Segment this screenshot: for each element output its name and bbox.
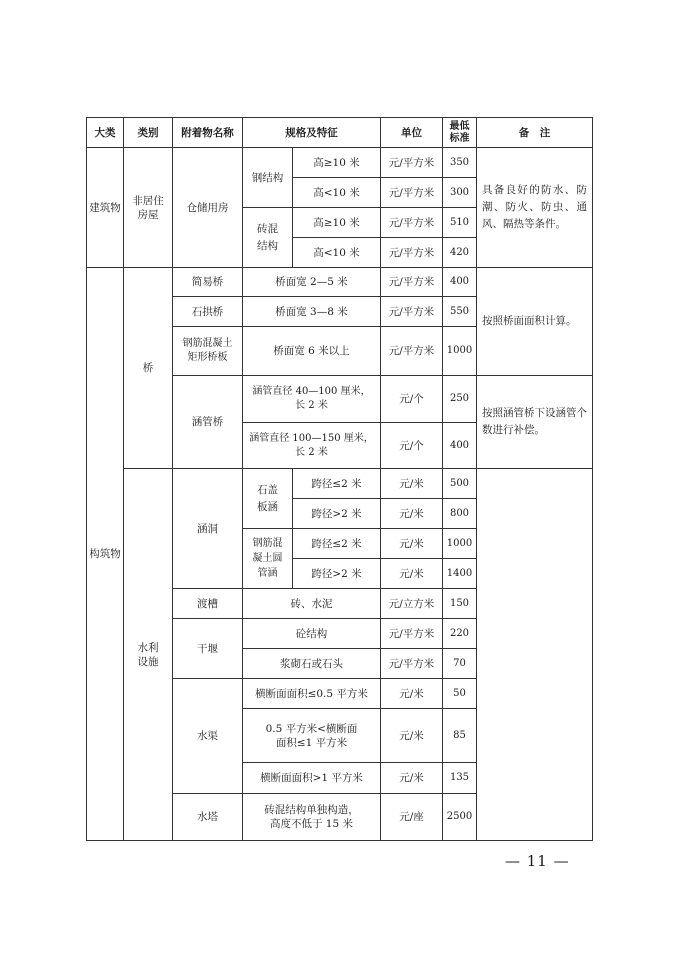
value-cell: 85 [443,709,477,763]
spec-cell: 桥面宽 2—5 米 [243,268,381,297]
name-cell: 简易桥 [173,268,243,297]
value-cell: 400 [443,268,477,297]
spec-cell: 砼结构 [243,619,381,649]
table-row [87,469,593,499]
value-cell: 50 [443,679,477,709]
name-cell: 仓储用房 [173,148,243,268]
unit-cell: 元/平方米 [381,148,443,178]
header-name: 附着物名称 [173,118,243,148]
name-cell: 涵管桥 [173,376,243,469]
header-category: 类别 [124,118,173,148]
unit-cell: 元/平方米 [381,208,443,238]
remarks-cell: 具备良好的防水、防潮、防火、防虫、通风、隔热等条件。 [477,148,593,268]
unit-cell: 元/平方米 [381,327,443,376]
spec-cell: 跨径>2 米 [293,559,381,589]
value-cell: 250 [443,376,477,423]
value-cell: 400 [443,423,477,469]
spec-cell: 跨径≤2 米 [293,469,381,499]
spec-cell: 跨径>2 米 [293,499,381,529]
compensation-standard-table [86,117,593,841]
spec-cell: 桥面宽 6 米以上 [243,327,381,376]
value-cell: 500 [443,469,477,499]
unit-cell: 元/米 [381,763,443,794]
subtype-cell: 砖混 结构 [243,208,293,268]
spec-cell: 高≥10 米 [293,208,381,238]
value-cell: 2500 [443,794,477,841]
spec-cell: 涵管直径 100—150 厘米， 长 2 米 [243,423,381,469]
major-category-cell: 构筑物 [87,268,124,841]
unit-cell: 元/米 [381,529,443,559]
name-cell: 水塔 [173,794,243,841]
category-cell: 桥 [124,268,173,469]
header-remarks: 备 注 [477,118,593,148]
name-cell: 水渠 [173,679,243,794]
value-cell: 300 [443,178,477,208]
value-cell: 70 [443,649,477,679]
name-cell: 涵洞 [173,469,243,589]
spec-cell: 浆砌石或石头 [243,649,381,679]
spec-cell: 0.5 平方米<横断面 面积≤1 平方米 [243,709,381,763]
value-cell: 1000 [443,327,477,376]
header-unit: 单位 [381,118,443,148]
spec-cell: 高<10 米 [293,238,381,268]
unit-cell: 元/个 [381,376,443,423]
value-cell: 150 [443,589,477,619]
spec-cell: 涵管直径 40—100 厘米， 长 2 米 [243,376,381,423]
spec-cell: 砖混结构单独构造， 高度不低于 15 米 [243,794,381,841]
spec-cell: 高<10 米 [293,178,381,208]
header-major-category: 大类 [87,118,124,148]
unit-cell: 元/米 [381,499,443,529]
unit-cell: 元/平方米 [381,178,443,208]
value-cell: 510 [443,208,477,238]
spec-cell: 桥面宽 3—8 米 [243,297,381,327]
subtype-cell: 石盖 板涵 [243,469,293,529]
spec-cell: 横断面面积≤0.5 平方米 [243,679,381,709]
remarks-cell-empty [477,469,593,841]
spec-cell: 砖、水泥 [243,589,381,619]
unit-cell: 元/平方米 [381,619,443,649]
value-cell: 350 [443,148,477,178]
table-row [87,268,593,297]
spec-cell: 跨径≤2 米 [293,529,381,559]
unit-cell: 元/平方米 [381,268,443,297]
header-min-standard: 最低 标准 [443,118,477,148]
spec-cell: 横断面面积>1 平方米 [243,763,381,794]
unit-cell: 元/平方米 [381,649,443,679]
header-row [87,118,593,148]
name-cell: 渡槽 [173,589,243,619]
category-cell: 非居住 房屋 [124,148,173,268]
unit-cell: 元/米 [381,559,443,589]
header-spec: 规格及特征 [243,118,381,148]
name-cell: 钢筋混凝土 矩形桥板 [173,327,243,376]
subtype-cell: 钢筋混 凝土圆 管涵 [243,529,293,589]
value-cell: 135 [443,763,477,794]
major-category-cell: 建筑物 [87,148,124,268]
category-cell: 水利 设施 [124,469,173,841]
remarks-cell: 按照涵管桥下设涵管个数进行补偿。 [477,376,593,469]
unit-cell: 元/平方米 [381,297,443,327]
value-cell: 420 [443,238,477,268]
name-cell: 干堰 [173,619,243,679]
unit-cell: 元/米 [381,469,443,499]
page-number: — 11 — [505,852,570,870]
remarks-cell: 按照桥面面积计算。 [477,268,593,376]
unit-cell: 元/个 [381,423,443,469]
subtype-cell: 钢结构 [243,148,293,208]
value-cell: 1400 [443,559,477,589]
unit-cell: 元/米 [381,709,443,763]
table-row [87,148,593,178]
unit-cell: 元/座 [381,794,443,841]
unit-cell: 元/平方米 [381,238,443,268]
unit-cell: 元/立方米 [381,589,443,619]
value-cell: 550 [443,297,477,327]
value-cell: 220 [443,619,477,649]
unit-cell: 元/米 [381,679,443,709]
name-cell: 石拱桥 [173,297,243,327]
spec-cell: 高≥10 米 [293,148,381,178]
value-cell: 1000 [443,529,477,559]
value-cell: 800 [443,499,477,529]
